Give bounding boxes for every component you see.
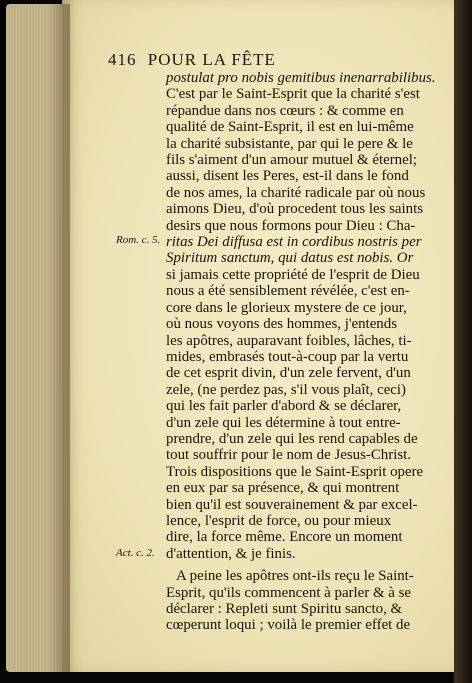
text-line: si jamais cette propriété de l'esprit de Dieu [166, 266, 420, 283]
running-title: POUR LA FÊTE [147, 50, 276, 69]
paragraph-2 [166, 568, 418, 634]
text-line: qualité de Saint-Esprit, il est en lui-même [166, 119, 414, 136]
text-line: aimons Dieu, d'où procedent tous les saints [166, 201, 424, 218]
text-line: déclarer : Repleti sunt Spiritu sancto, & [166, 601, 403, 617]
text-line: nous a été sensiblement révélée, c'est en- [166, 283, 410, 300]
text-line: aussi, disent les Peres, est-il dans le fond [166, 168, 409, 185]
text-line: bien qu'il est souverainement & par excel- [166, 496, 418, 513]
text-line: Trois dispositions que le Saint-Esprit opere [166, 463, 424, 480]
margin-note-act: Act. c. 2. [116, 547, 155, 559]
text-line: Spiritum sanctum, qui datus est nobis. Or [166, 250, 414, 267]
text-line: desirs que nous formons pour Dieu : Cha- [166, 217, 416, 234]
text-line: prendre, d'un zele qui les rend capables de [166, 430, 418, 447]
paragraph-1 [166, 70, 436, 562]
margin-note-rom: Rom. c. 5. [116, 234, 161, 246]
text-line: lence, l'esprit de force, ou pour mieux [166, 512, 392, 529]
text-line: zele, (ne perdez pas, s'il vous plaît, ceci) [166, 381, 407, 398]
body-text [166, 70, 436, 634]
page-number: 416 [108, 50, 137, 69]
text-line: ritas Dei diffusa est in cordibus nostris per [166, 234, 422, 251]
gutter-shadow [48, 4, 70, 672]
text-line: C'est par le Saint-Esprit que la charité s'est [166, 86, 420, 103]
text-line: de nos ames, la charité radicale par où nous [166, 184, 426, 201]
text-line: répandue dans nos cœurs : & comme en [166, 102, 404, 119]
text-line: où nous voyons des hommes, j'entends [166, 316, 397, 333]
text-line: A peine les apôtres ont-ils reçu le Saint- [176, 568, 414, 585]
text-line: core dans le glorieux mystere de ce jour, [166, 299, 407, 316]
text-line: la charité subsistante, par qui le pere & le [166, 135, 413, 152]
text-line: postulat pro nobis gemitibus inenarrabilibus. [166, 70, 436, 86]
text-line: Esprit, qu'ils commencent à parler & à se [166, 584, 411, 601]
text-line: d'attention, & je finis. [166, 545, 296, 562]
right-background-strip [454, 0, 472, 683]
text-line: qui les fait parler d'abord & se déclarer, [166, 398, 402, 415]
text-line: tout souffrir pour le nom de Jesus-Christ. [166, 447, 411, 464]
text-line: dire, la force même. Encore un moment [166, 529, 403, 546]
page-header [108, 50, 276, 70]
text-line: de cet esprit divin, d'un zele fervent, d'un [166, 365, 411, 382]
text-line: cœperunt loqui ; voilà le premier effet de [166, 617, 411, 634]
text-line: d'un zele qui les détermine à tout entre- [166, 414, 401, 431]
text-line: mides, embrasés tout-à-coup par la vertu [166, 348, 409, 365]
text-line: en eux par sa présence, & qui montrent [166, 480, 400, 497]
text-line: les apôtres, auparavant foibles, lâches, ti- [166, 332, 412, 349]
text-line: fils s'aiment d'un amour mutuel & éternel; [166, 152, 418, 169]
